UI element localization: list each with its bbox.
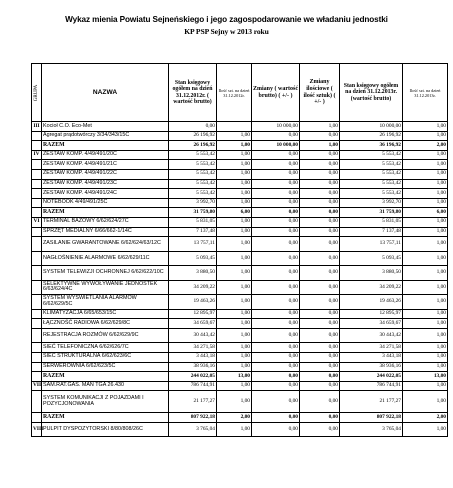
cell-q3: 1,00 (403, 422, 448, 437)
cell-group (32, 160, 42, 170)
cell-group (32, 362, 42, 372)
cell-q2: 0,00 (300, 280, 340, 295)
cell-v1: 13 757,11 (169, 237, 217, 252)
cell-v3: 5 553,42 (340, 150, 403, 160)
cell-name: TERMINAL BAZOWY 6/62/624/27C (42, 217, 169, 227)
cell-v1: 12 895,97 (169, 309, 217, 319)
cell-name: ZESTAW KOMP. 4/49/491/21C (42, 160, 169, 170)
cell-name: SELEKTYWNE WYWOŁYWANIE JEDNOSTEK 6/63/624/4C (42, 280, 169, 295)
table-row (32, 266, 448, 281)
cell-q2: 0,00 (300, 352, 340, 362)
cell-group (32, 198, 42, 208)
table-row (32, 122, 448, 132)
cell-v2: 0,00 (252, 150, 300, 160)
header-stan-start: Stan księgowy ogółem na dzień 31.12.2012r. ( wartość brutto) (169, 64, 217, 122)
header-ilosc-start: Ilość szt. na dzień 31.12.2012r. (217, 64, 252, 122)
cell-group: VI (32, 217, 42, 227)
cell-group (32, 141, 42, 151)
cell-q1: 6,00 (217, 208, 252, 218)
cell-v1: 3 443,18 (169, 352, 217, 362)
table-row (32, 179, 448, 189)
cell-v3: 36 196,92 (340, 141, 403, 151)
cell-q1 (217, 122, 252, 132)
cell-v3: 34 209,22 (340, 280, 403, 295)
cell-v1: 31 759,80 (169, 208, 217, 218)
cell-q2: 0,00 (300, 251, 340, 266)
cell-v2: 0,00 (252, 372, 300, 382)
cell-v3: 5 553,42 (340, 189, 403, 199)
table-row (32, 227, 448, 237)
cell-v2: 0,00 (252, 422, 300, 437)
cell-v1: 786 744,91 (169, 381, 217, 391)
cell-name: KLIMATYZACJA 6/65/653/15C (42, 309, 169, 319)
cell-q3: 13,00 (403, 372, 448, 382)
cell-q1: 1,00 (217, 198, 252, 208)
cell-group (32, 328, 42, 343)
cell-group (32, 227, 42, 237)
cell-group (32, 319, 42, 329)
header-stan-end: Stan księgowy ogółem na dzień 31.12.2013r. (wartość brutto) (340, 64, 403, 122)
cell-v3: 13 757,11 (340, 237, 403, 252)
cell-v3: 38 936,16 (340, 362, 403, 372)
cell-q2: 0,00 (300, 422, 340, 437)
cell-v1: 21 177,27 (169, 391, 217, 413)
document-title: Wykaz mienia Powiatu Sejneńskiego i jego zagospodarowanie we władaniu jednostki (65, 15, 388, 24)
cell-group (32, 391, 42, 413)
table-row (32, 328, 448, 343)
cell-group (32, 343, 42, 353)
cell-name: SAM.RAT.GAŚ. MAN TGA 26.430 (42, 381, 169, 391)
cell-name: NOTEBOOK 4/49/491/25C (42, 198, 169, 208)
cell-name: ZASILANIE GWARANTOWANE 6/62/624/63/12C (42, 237, 169, 252)
cell-q1: 1,00 (217, 362, 252, 372)
cell-group (32, 179, 42, 189)
cell-q2: 0,00 (300, 343, 340, 353)
cell-q3: 1,00 (403, 328, 448, 343)
table-row-sum (32, 141, 448, 151)
cell-v1: 7 137,48 (169, 227, 217, 237)
cell-q3: 1,00 (403, 179, 448, 189)
cell-q1: 1,00 (217, 160, 252, 170)
cell-v2: 0,00 (252, 169, 300, 179)
cell-name: RAZEM (42, 413, 169, 423)
header-zmiany-ilosc: Zmiany ilościowe ( ilość sztuk) ( +/- ) (300, 64, 340, 122)
cell-q2: 1,00 (300, 141, 340, 151)
cell-v2: 0,00 (252, 413, 300, 423)
cell-q2: 0,00 (300, 381, 340, 391)
cell-q3: 6,00 (403, 208, 448, 218)
table-row (32, 280, 448, 295)
cell-v2: 0,00 (252, 319, 300, 329)
cell-name: ZESTAW KOMP. 4/49/491/20C (42, 150, 169, 160)
cell-v3: 786 744,91 (340, 381, 403, 391)
cell-v3: 26 196,92 (340, 131, 403, 141)
cell-v3: 3 765,04 (340, 422, 403, 437)
cell-q1: 1,00 (217, 179, 252, 189)
table-row (32, 189, 448, 199)
table-row (32, 131, 448, 141)
cell-q1: 2,00 (217, 413, 252, 423)
cell-v3: 5 831,05 (340, 217, 403, 227)
cell-q2: 0,00 (300, 237, 340, 252)
cell-v2: 0,00 (252, 160, 300, 170)
cell-v2: 0,00 (252, 266, 300, 281)
cell-name: SYSTEM KOMUNIKACJI Z POJAZDAMI I POZYCJONOWANIA (42, 391, 169, 413)
cell-v3: 34 271,58 (340, 343, 403, 353)
cell-v2: 0,00 (252, 208, 300, 218)
cell-q1: 1,00 (217, 131, 252, 141)
cell-q3: 1,00 (403, 381, 448, 391)
cell-q2: 0,00 (300, 131, 340, 141)
cell-q2: 0,00 (300, 413, 340, 423)
cell-v3: 30 443,42 (340, 328, 403, 343)
cell-group: IV (32, 150, 42, 160)
cell-name: RAZEM (42, 208, 169, 218)
cell-v3: 19 463,26 (340, 295, 403, 310)
cell-group: VII (32, 381, 42, 391)
cell-q1: 1,00 (217, 266, 252, 281)
cell-name: NAGŁOŚNIENIE ALARMOWE 6/62/629/11C (42, 251, 169, 266)
cell-q2: 0,00 (300, 169, 340, 179)
cell-group: VIII (32, 422, 42, 437)
cell-name: PULPIT DYSPOZYTORSKI 8/80/808/26C (42, 422, 169, 437)
cell-name: SIEĆ STRUKTURALNA 6/62/623/6C (42, 352, 169, 362)
cell-q2: 0,00 (300, 150, 340, 160)
table-row (32, 150, 448, 160)
cell-q2: 0,00 (300, 391, 340, 413)
cell-v1: 38 936,16 (169, 362, 217, 372)
cell-v1: 30 443,42 (169, 328, 217, 343)
cell-v1: 5 553,42 (169, 160, 217, 170)
cell-v2: 10 000,00 (252, 122, 300, 132)
asset-table (31, 63, 448, 437)
table-row (32, 319, 448, 329)
cell-q3: 2,00 (403, 413, 448, 423)
cell-v3: 10 000,00 (340, 122, 403, 132)
table-row (32, 391, 448, 413)
cell-q1: 1,00 (217, 217, 252, 227)
cell-v1: 5 093,45 (169, 251, 217, 266)
cell-v3: 5 553,42 (340, 169, 403, 179)
cell-q2: 0,00 (300, 208, 340, 218)
cell-q2: 0,00 (300, 295, 340, 310)
cell-v1: 26 196,92 (169, 131, 217, 141)
cell-v2: 0,00 (252, 381, 300, 391)
cell-v1: 19 463,26 (169, 295, 217, 310)
cell-v1: 34 271,58 (169, 343, 217, 353)
cell-v2: 0,00 (252, 189, 300, 199)
cell-q1: 1,00 (217, 280, 252, 295)
cell-q2: 0,00 (300, 362, 340, 372)
cell-v1: 5 553,42 (169, 179, 217, 189)
cell-name: SIEĆ TELEFONICZNA 6/62/626/7C (42, 343, 169, 353)
cell-group (32, 237, 42, 252)
cell-q1: 1,00 (217, 251, 252, 266)
cell-v2: 0,00 (252, 295, 300, 310)
cell-q3: 1,00 (403, 319, 448, 329)
cell-v3: 3 992,70 (340, 198, 403, 208)
table-header-row (32, 64, 448, 122)
cell-name: ZESTAW KOMP. 4/49/491/22C (42, 169, 169, 179)
cell-name: REJESTRACJA ROZMÓW 6/62/629/9C (42, 328, 169, 343)
table-row (32, 217, 448, 227)
cell-q1: 1,00 (217, 141, 252, 151)
cell-v3: 31 759,80 (340, 208, 403, 218)
cell-q1: 1,00 (217, 227, 252, 237)
cell-v1: 34 659,67 (169, 319, 217, 329)
cell-v3: 3 880,50 (340, 266, 403, 281)
cell-name: SPRZĘT MEDIALNY 6/66/662-1/14C (42, 227, 169, 237)
cell-group: III (32, 122, 42, 132)
cell-v2: 0,00 (252, 227, 300, 237)
cell-v2: 0,00 (252, 198, 300, 208)
table-row-sum (32, 372, 448, 382)
cell-v1: 0,00 (169, 122, 217, 132)
cell-v2: 0,00 (252, 328, 300, 343)
cell-name: ZESTAW KOMP. 4/49/491/23C (42, 179, 169, 189)
cell-group (32, 266, 42, 281)
cell-q1: 1,00 (217, 150, 252, 160)
table-row (32, 198, 448, 208)
cell-v1: 3 880,50 (169, 266, 217, 281)
table-body (32, 122, 448, 437)
cell-q2: 1,00 (300, 122, 340, 132)
cell-v3: 244 022,05 (340, 372, 403, 382)
cell-q1: 1,00 (217, 309, 252, 319)
cell-v1: 244 022,05 (169, 372, 217, 382)
cell-q1: 1,00 (217, 189, 252, 199)
cell-v3: 34 659,67 (340, 319, 403, 329)
cell-q1: 13,00 (217, 372, 252, 382)
cell-v3: 3 443,18 (340, 352, 403, 362)
cell-q3: 1,00 (403, 343, 448, 353)
cell-group (32, 413, 42, 423)
cell-q2: 0,00 (300, 160, 340, 170)
cell-q1: 1,00 (217, 319, 252, 329)
table-row (32, 381, 448, 391)
cell-q1: 1,00 (217, 352, 252, 362)
cell-q2: 0,00 (300, 319, 340, 329)
document-subtitle: KP PSP Sejny w 2013 roku (184, 27, 269, 36)
cell-q2: 0,00 (300, 217, 340, 227)
table-row-sum (32, 413, 448, 423)
cell-q3: 1,00 (403, 251, 448, 266)
cell-q1: 1,00 (217, 237, 252, 252)
cell-v3: 7 137,48 (340, 227, 403, 237)
cell-v1: 5 553,42 (169, 150, 217, 160)
cell-v2: 0,00 (252, 179, 300, 189)
cell-q1: 1,00 (217, 328, 252, 343)
cell-q3: 1,00 (403, 150, 448, 160)
cell-q2: 0,00 (300, 189, 340, 199)
cell-name: ŁĄCZNOŚĆ RADIOWA 6/62/629/8C (42, 319, 169, 329)
cell-name: SYSTEM TELEWIZJI OCHRONNEJ 6/62/622/10C (42, 266, 169, 281)
cell-q3: 1,00 (403, 217, 448, 227)
header-nazwa: NAZWA (42, 64, 169, 122)
cell-name: Agregat prądotwórczy 3/34/343/15C (42, 131, 169, 141)
cell-q3: 1,00 (403, 237, 448, 252)
cell-q2: 0,00 (300, 309, 340, 319)
cell-v2: 0,00 (252, 352, 300, 362)
cell-group (32, 251, 42, 266)
cell-q2: 0,00 (300, 227, 340, 237)
cell-q1: 1,00 (217, 343, 252, 353)
cell-name: RAZEM (42, 372, 169, 382)
cell-v2: 0,00 (252, 391, 300, 413)
cell-v1: 3 765,04 (169, 422, 217, 437)
cell-q3: 1,00 (403, 352, 448, 362)
cell-group (32, 169, 42, 179)
cell-v2: 0,00 (252, 362, 300, 372)
cell-q3: 1,00 (403, 309, 448, 319)
cell-name: RAZEM (42, 141, 169, 151)
cell-q1: 1,00 (217, 295, 252, 310)
cell-group (32, 131, 42, 141)
cell-name: SYSTEM WYŚWIETLANIA ALARMÓW 6/62/629/5C (42, 295, 169, 310)
cell-q3: 1,00 (403, 391, 448, 413)
cell-q3: 2,00 (403, 141, 448, 151)
table-row (32, 422, 448, 437)
cell-q3: 1,00 (403, 160, 448, 170)
cell-q3: 1,00 (403, 198, 448, 208)
table-row (32, 352, 448, 362)
table-row (32, 237, 448, 252)
table-row (32, 362, 448, 372)
cell-v2: 10 000,00 (252, 141, 300, 151)
cell-name: Kocioł C.O. Eco-Met (42, 122, 169, 132)
cell-v2: 0,00 (252, 309, 300, 319)
header-zmiany-wartosc: Zmiany ( wartość brutto) ( +/- ) (252, 64, 300, 122)
cell-q2: 0,00 (300, 179, 340, 189)
cell-q3: 1,00 (403, 266, 448, 281)
cell-group (32, 189, 42, 199)
table-row (32, 251, 448, 266)
cell-v1: 3 992,70 (169, 198, 217, 208)
cell-name: SERWEROWNIA 6/62/623/5C (42, 362, 169, 372)
cell-q3: 1,00 (403, 295, 448, 310)
header-grupa: GRUPA (32, 64, 42, 122)
cell-v3: 5 553,42 (340, 179, 403, 189)
cell-group (32, 372, 42, 382)
cell-v3: 5 093,45 (340, 251, 403, 266)
cell-v1: 34 209,22 (169, 280, 217, 295)
cell-v2: 0,00 (252, 343, 300, 353)
cell-q2: 0,00 (300, 328, 340, 343)
cell-q3: 1,00 (403, 189, 448, 199)
cell-v2: 0,00 (252, 251, 300, 266)
cell-v3: 21 177,27 (340, 391, 403, 413)
cell-v1: 26 196,92 (169, 141, 217, 151)
cell-v2: 0,00 (252, 131, 300, 141)
table-row (32, 160, 448, 170)
cell-v1: 5 553,42 (169, 169, 217, 179)
cell-q2: 0,00 (300, 372, 340, 382)
header-ilosc-end: Ilość szt. na dzień 31.12.2013r. (403, 64, 448, 122)
cell-v1: 5 831,05 (169, 217, 217, 227)
cell-v2: 0,00 (252, 217, 300, 227)
cell-q3: 1,00 (403, 362, 448, 372)
cell-q3: 1,00 (403, 280, 448, 295)
cell-name: ZESTAW KOMP. 4/49/491/24C (42, 189, 169, 199)
cell-v1: 807 922,18 (169, 413, 217, 423)
table-row (32, 309, 448, 319)
table-row (32, 169, 448, 179)
cell-q1: 1,00 (217, 422, 252, 437)
cell-q3: 1,00 (403, 122, 448, 132)
cell-q1: 1,00 (217, 381, 252, 391)
cell-group (32, 208, 42, 218)
cell-group (32, 280, 42, 295)
cell-v2: 0,00 (252, 237, 300, 252)
table-row (32, 343, 448, 353)
cell-group (32, 352, 42, 362)
table-row (32, 295, 448, 310)
cell-q3: 1,00 (403, 131, 448, 141)
cell-q2: 0,00 (300, 266, 340, 281)
cell-v2: 0,00 (252, 280, 300, 295)
cell-q1: 1,00 (217, 169, 252, 179)
cell-q3: 1,00 (403, 169, 448, 179)
cell-q1: 1,00 (217, 391, 252, 413)
cell-group (32, 309, 42, 319)
cell-q2: 0,00 (300, 198, 340, 208)
cell-v1: 5 553,42 (169, 189, 217, 199)
cell-v3: 12 895,97 (340, 309, 403, 319)
cell-q3: 1,00 (403, 227, 448, 237)
table-row-sum (32, 208, 448, 218)
cell-v3: 5 553,42 (340, 160, 403, 170)
cell-group (32, 295, 42, 310)
cell-v3: 807 922,18 (340, 413, 403, 423)
